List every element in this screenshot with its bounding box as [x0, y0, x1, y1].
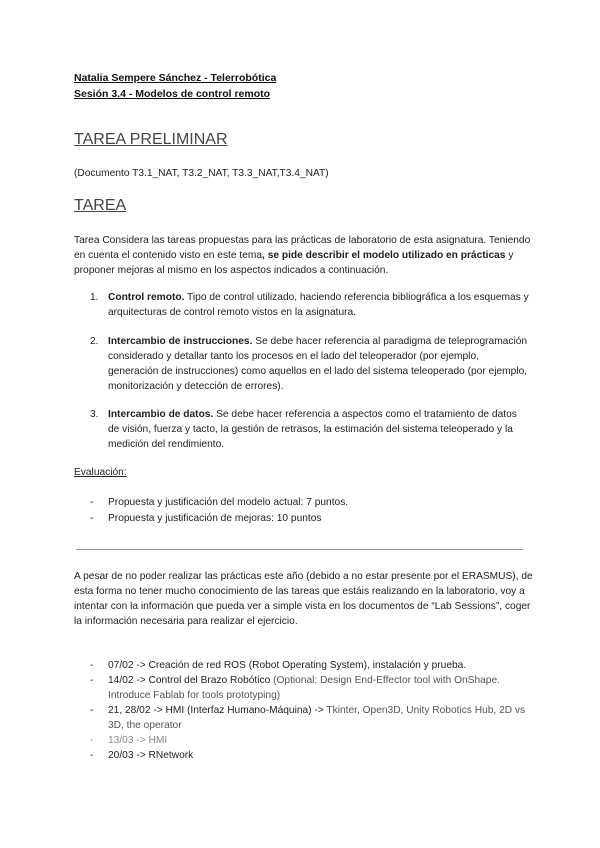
- evaluation-item-text: Propuesta y justificación de mejoras: 10 puntos: [108, 513, 322, 524]
- schedule-item: [90, 733, 530, 748]
- dash-bullet: -: [90, 735, 94, 746]
- schedule-item: [90, 658, 530, 673]
- dash-bullet: -: [90, 660, 94, 671]
- task-item-title: Intercambio de instrucciones.: [108, 336, 253, 347]
- task-item-text: Tipo de control utilizado, haciendo referencia bibliográfica a los esquemas y arquitecturas de control remoto vistos en la asignatura.: [108, 292, 529, 318]
- tarea-intro: [74, 233, 534, 278]
- task-item: [90, 334, 530, 394]
- dash-bullet: -: [90, 705, 94, 716]
- dash-bullet: -: [90, 675, 94, 686]
- session-line: Sesión 3.4 - Modelos de control remoto: [74, 88, 271, 100]
- preliminar-heading: TAREA PRELIMINAR: [74, 131, 228, 148]
- task-item: [90, 290, 530, 320]
- evaluacion-heading: Evaluación:: [74, 467, 127, 478]
- preliminar-docs: (Documento T3.1_NAT, T3.2_NAT, T3.3_NAT,T3.4_NAT): [74, 168, 329, 179]
- evaluation-item-text: Propuesta y justificación del modelo actual: 7 puntos.: [108, 497, 349, 508]
- task-item-text: Se debe hacer referencia al paradigma de teleprogramación considerado y detallar tanto los procesos en el lado del teleoperador (por ejemplo, generación de instrucciones) como aquellos en el lado del sistema teleoperado (por ejemplo, monitorización y detección de errores).: [108, 336, 528, 392]
- dash-bullet: -: [90, 750, 94, 761]
- schedule-item-main: 14/02 -> Control del Brazo Robótico: [108, 675, 271, 686]
- schedule-item: [90, 748, 530, 763]
- schedule-item-extra: (Optional: Design End-Effector tool with OnShape. Introduce Fablab for tools prototyping): [108, 675, 500, 701]
- tarea-heading: TAREA: [74, 197, 127, 214]
- task-item-text: Se debe hacer referencia a aspectos como el tratamiento de datos de visión, fuerza y tacto, la gestión de retrasos, la estimación del sistema teleoperado y la medición del rendimiento.: [108, 409, 517, 450]
- evaluation-item: [90, 495, 530, 510]
- schedule-item-main: 07/02 -> Creación de red ROS (Robot Operating System), instalación y prueba.: [108, 660, 467, 671]
- schedule-item-main: 13/03 -> HMI: [108, 735, 168, 746]
- horizontal-divider: [76, 549, 523, 550]
- task-item-title: Control remoto.: [108, 292, 185, 303]
- dash-bullet: -: [90, 497, 94, 508]
- tarea-intro-bold: , se pide describir el modelo utilizado en prácticas: [262, 250, 506, 261]
- task-item-number: 1.: [90, 292, 99, 303]
- task-item: [90, 407, 530, 452]
- dash-bullet: -: [90, 513, 94, 524]
- schedule-item-main: 21, 28/02 -> HMI (Interfaz Humano-Máquina) ->: [108, 705, 324, 716]
- notes-paragraph: A pesar de no poder realizar las prácticas este año (debido a no estar presente por el ERASMUS), de esta forma no tener mucho conocimiento de las tareas que estáis realizando en la laboratorio, voy a intentar con la información que pueda ver a simple vista en los documentos de “Lab Sessions”, coger la información necesaria para realizar el ejercicio.: [74, 571, 533, 627]
- schedule-item-extra: Tkinter, Open3D, Unity Robotics Hub, 2D vs 3D, the operator: [108, 705, 526, 731]
- evaluation-item: [90, 511, 530, 526]
- task-item-title: Intercambio de datos.: [108, 409, 214, 420]
- task-item-number: 3.: [90, 409, 99, 420]
- tarea-intro-start: Tarea Considera las tareas propuestas para las prácticas de laboratorio de esta asignatura. Teniendo en cuenta el contenido visto en este tema: [74, 235, 531, 261]
- schedule-item-main: 20/03 -> RNetwork: [108, 750, 194, 761]
- schedule-item: [90, 673, 530, 703]
- task-item-number: 2.: [90, 336, 99, 347]
- tarea-intro-end: y proponer mejoras al mismo en los aspectos indicados a continuación.: [74, 250, 514, 276]
- author-course-line: Natalia Sempere Sánchez - Telerrobótica: [74, 72, 277, 84]
- schedule-item: [90, 703, 530, 733]
